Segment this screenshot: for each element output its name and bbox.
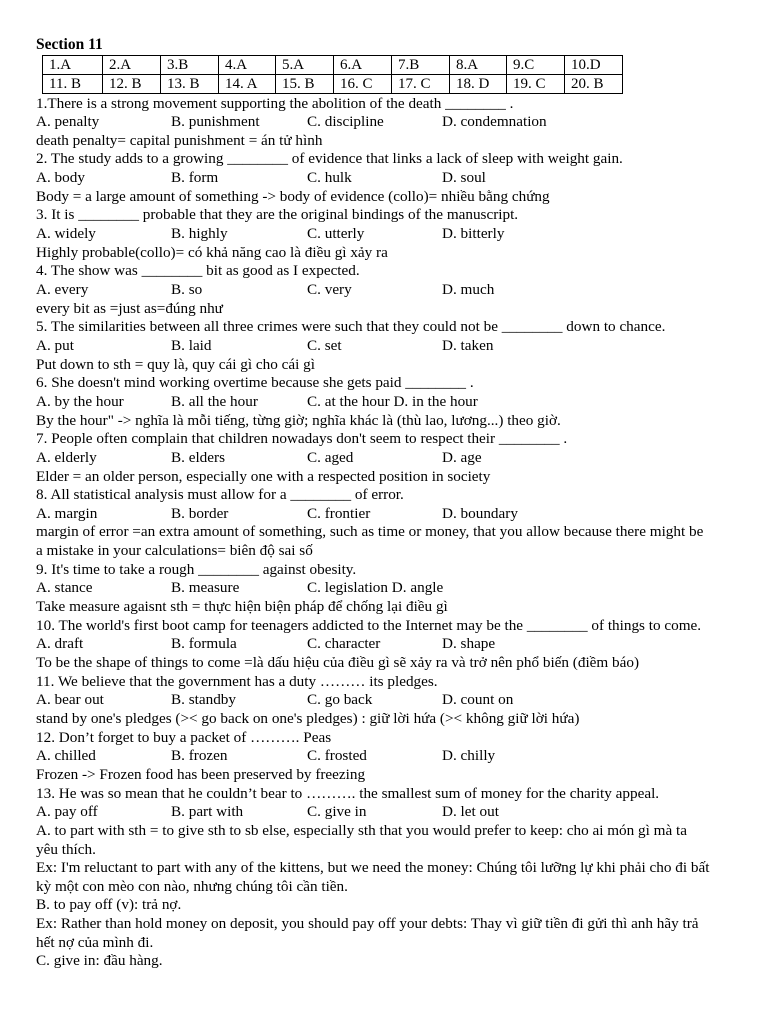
text-line: B. to pay off (v): trả nợ. bbox=[36, 896, 182, 914]
answer-key-cell: 16. C bbox=[334, 75, 392, 94]
text-line: By the hour" -> nghĩa là mỗi tiếng, từng giờ; nghĩa khác là (thù lao, lương...) theo giờ. bbox=[36, 411, 561, 429]
answer-option: C. aged bbox=[307, 448, 354, 466]
text-line: 12. Don’t forget to buy a packet of ………. Peas bbox=[36, 728, 332, 746]
text-line: 3. It is ________ probable that they are the original bindings of the manuscript. bbox=[36, 206, 519, 224]
section-title: Section 11 bbox=[36, 36, 103, 53]
answer-option: B. all the hour bbox=[171, 392, 258, 410]
answer-option: A. put bbox=[36, 336, 74, 354]
answer-key-row bbox=[43, 75, 623, 94]
answer-option: D. shape bbox=[442, 635, 496, 653]
text-line: 1.There is a strong movement supporting the abolition of the death ________ . bbox=[36, 94, 514, 112]
text-line: 6. She doesn't mind working overtime because she gets paid ________ . bbox=[36, 374, 474, 392]
answer-option: A. penalty bbox=[36, 113, 100, 131]
answer-key-cell: 4.A bbox=[219, 56, 276, 75]
answer-option: B. standby bbox=[171, 691, 236, 709]
answer-key-cell: 13. B bbox=[161, 75, 219, 94]
answer-key-table bbox=[42, 55, 623, 94]
answer-key-cell: 6.A bbox=[334, 56, 392, 75]
answer-option: A. widely bbox=[36, 225, 96, 243]
answer-option: C. go back bbox=[307, 691, 373, 709]
text-line: death penalty= capital punishment = án tử hình bbox=[36, 131, 323, 149]
answer-key-cell: 20. B bbox=[565, 75, 623, 94]
text-line: 10. The world's first boot camp for teenagers addicted to the Internet may be the ________ of things to come. bbox=[36, 616, 702, 634]
answer-option: D. age bbox=[442, 448, 482, 466]
answer-key-cell: 12. B bbox=[103, 75, 161, 94]
text-line: Body = a large amount of something -> body of evidence (collo)= nhiều bằng chứng bbox=[36, 187, 550, 205]
text-line: 11. We believe that the government has a duty ……… its pledges. bbox=[36, 672, 438, 690]
answer-option: D. let out bbox=[442, 803, 499, 821]
text-line: Ex: I'm reluctant to part with any of the kittens, but we need the money: Chúng tôi lưỡng lự khi phải cho đi bất bbox=[36, 859, 710, 877]
text-line: 13. He was so mean that he couldn’t bear to ………. the smallest sum of money for the charity appeal. bbox=[36, 784, 660, 802]
answer-option: A. chilled bbox=[36, 747, 96, 765]
answer-option: D. chilly bbox=[442, 747, 496, 765]
text-line: 9. It's time to take a rough ________ against obesity. bbox=[36, 560, 357, 578]
answer-option: A. pay off bbox=[36, 803, 98, 821]
answer-key-cell: 7.B bbox=[392, 56, 450, 75]
answer-option: D. much bbox=[442, 281, 495, 298]
answer-key-cell: 18. D bbox=[450, 75, 507, 94]
text-line: 4. The show was ________ bit as good as I expected. bbox=[36, 262, 360, 280]
answer-option: B. elders bbox=[171, 448, 225, 466]
answer-key-cell: 5.A bbox=[276, 56, 334, 75]
answer-option: C. legislation D. angle bbox=[307, 579, 444, 597]
answer-option: B. punishment bbox=[171, 113, 260, 131]
answer-option: A. by the hour bbox=[36, 392, 124, 410]
answer-option: C. very bbox=[307, 281, 352, 298]
answer-option: B. part with bbox=[171, 803, 244, 821]
answer-option: B. highly bbox=[171, 225, 228, 243]
answer-option: C. at the hour D. in the hour bbox=[307, 392, 478, 410]
text-line: a mistake in your calculations= biên độ sai số bbox=[36, 542, 313, 560]
answer-option: B. border bbox=[171, 504, 229, 522]
answer-key-cell: 8.A bbox=[450, 56, 507, 75]
text-line: hết nợ của mình đi. bbox=[36, 933, 154, 951]
answer-key-cell: 3.B bbox=[161, 56, 219, 75]
answer-option: A. draft bbox=[36, 635, 84, 653]
answer-option: C. give in bbox=[307, 803, 367, 821]
answer-key-cell: 19. C bbox=[507, 75, 565, 94]
answer-option: C. discipline bbox=[307, 113, 384, 131]
answer-option: C. hulk bbox=[307, 169, 352, 187]
answer-option: A. stance bbox=[36, 579, 93, 597]
answer-option: C. utterly bbox=[307, 225, 365, 243]
answer-key-row bbox=[43, 56, 623, 75]
text-line: yêu thích. bbox=[36, 840, 96, 858]
answer-option: A. body bbox=[36, 169, 85, 187]
answer-option: C. set bbox=[307, 336, 342, 354]
answer-option: C. frosted bbox=[307, 747, 367, 765]
answer-option: B. form bbox=[171, 169, 219, 187]
text-line: Take measure agaisnt sth = thực hiện biện pháp để chống lại điều gì bbox=[36, 598, 448, 616]
answer-option: D. condemnation bbox=[442, 113, 547, 131]
answer-option: D. soul bbox=[442, 169, 486, 187]
answer-option: A. bear out bbox=[36, 691, 104, 709]
answer-key-cell: 1.A bbox=[43, 56, 103, 75]
answer-option: D. taken bbox=[442, 336, 494, 354]
text-line: 2. The study adds to a growing ________ of evidence that links a lack of sleep with weight gain. bbox=[36, 150, 623, 168]
text-line: C. give in: đầu hàng. bbox=[36, 952, 163, 970]
text-line: To be the shape of things to come =là dấu hiệu của điều gì sẽ xảy ra và trở nên phổ biến (điềm báo) bbox=[36, 654, 640, 671]
text-line: Put down to sth = quy là, quy cái gì cho cái gì bbox=[36, 355, 315, 373]
text-line: 7. People often complain that children nowadays don't seem to respect their ________ . bbox=[36, 430, 568, 448]
text-line: every bit as =just as=đúng như bbox=[36, 299, 223, 317]
answer-key-cell: 11. B bbox=[43, 75, 103, 94]
answer-option: B. so bbox=[171, 281, 203, 298]
answer-key-cell: 15. B bbox=[276, 75, 334, 94]
answer-option: B. laid bbox=[171, 336, 212, 354]
text-line: 5. The similarities between all three crimes were such that they could not be ________ down to chance. bbox=[36, 318, 666, 336]
answer-option: B. measure bbox=[171, 579, 240, 597]
answer-option: A. every bbox=[36, 281, 89, 298]
text-line: margin of error =an extra amount of something, such as time or money, that you allow because there might be bbox=[36, 523, 704, 541]
answer-option: D. bitterly bbox=[442, 225, 505, 243]
answer-option: A. elderly bbox=[36, 448, 97, 466]
answer-option: C. frontier bbox=[307, 504, 371, 522]
answer-option: B. formula bbox=[171, 635, 237, 653]
answer-key-cell: 9.C bbox=[507, 56, 565, 75]
text-line: 8. All statistical analysis must allow for a ________ of error. bbox=[36, 486, 404, 504]
text-line: Frozen -> Frozen food has been preserved by freezing bbox=[36, 765, 366, 783]
text-line: Ex: Rather than hold money on deposit, you should pay off your debts: Thay vì giữ tiền đi gửi thì anh hãy trả bbox=[36, 915, 699, 933]
answer-option: D. count on bbox=[442, 691, 514, 709]
answer-option: B. frozen bbox=[171, 747, 228, 765]
answer-option: C. character bbox=[307, 635, 381, 653]
answer-option: D. boundary bbox=[442, 504, 518, 522]
text-line: kỳ một con mèo con nào, nhưng chúng tôi cần tiền. bbox=[36, 877, 348, 895]
text-line: stand by one's pledges (>< go back on one's pledges) : giữ lời hứa (>< không giữ lời hứa) bbox=[36, 709, 580, 727]
answer-key-cell: 2.A bbox=[103, 56, 161, 75]
answer-key-cell: 14. A bbox=[219, 75, 276, 94]
answer-key-cell: 17. C bbox=[392, 75, 450, 94]
answer-option: A. margin bbox=[36, 504, 98, 522]
text-line: Highly probable(collo)= có khả năng cao là điều gì xảy ra bbox=[36, 243, 388, 261]
text-line: A. to part with sth = to give sth to sb else, especially sth that you would prefer to keep: cho ai món gì mà ta bbox=[36, 821, 687, 839]
answer-key-cell: 10.D bbox=[565, 56, 623, 75]
text-line: Elder = an older person, especially one with a respected position in society bbox=[36, 467, 491, 485]
